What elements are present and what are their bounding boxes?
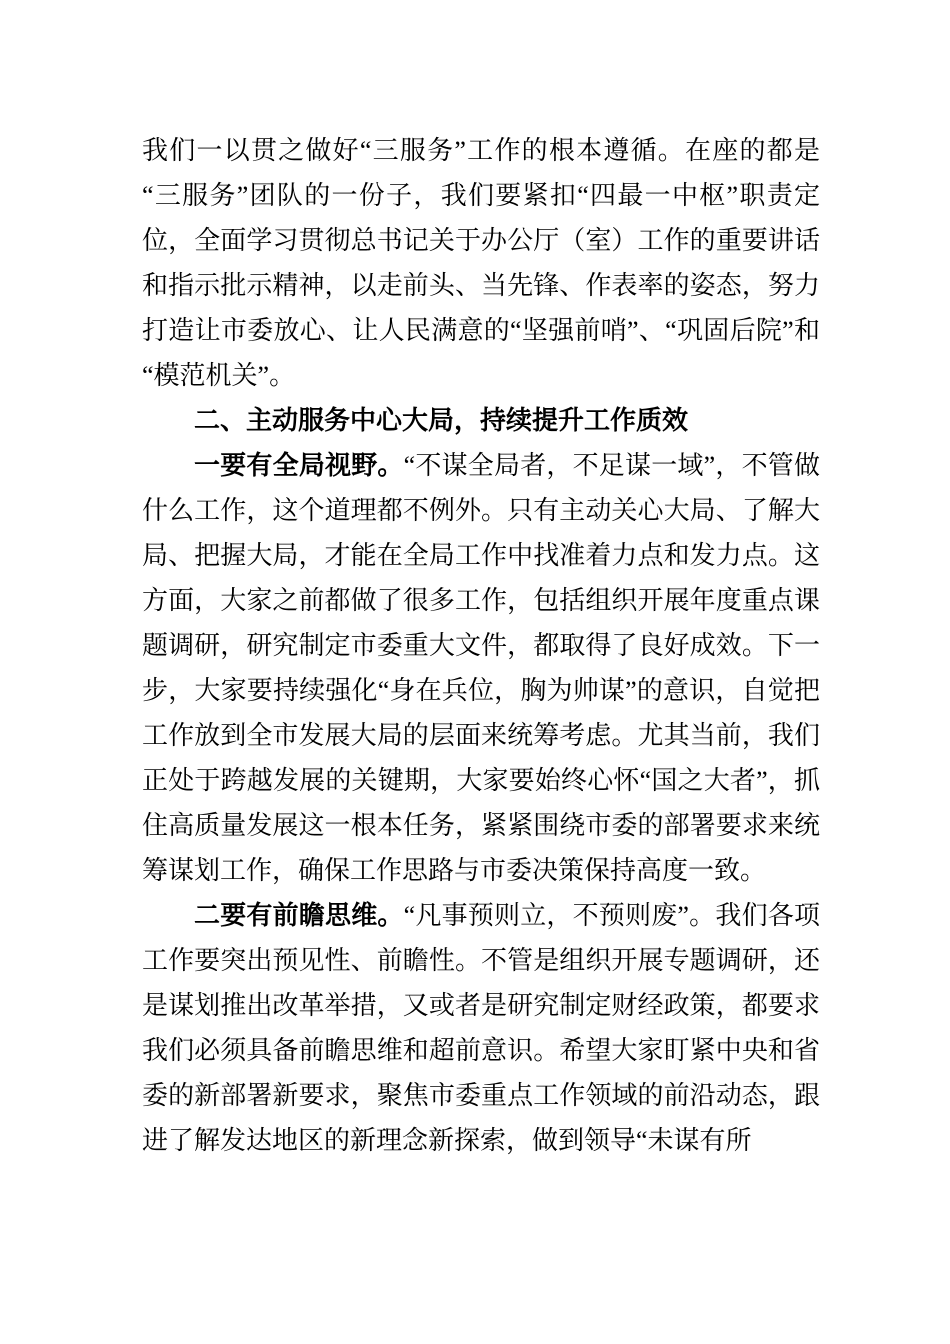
paragraph-lead-bold: 二要有前瞻思维。 — [194, 901, 404, 930]
document-body — [142, 128, 820, 1163]
section-heading-text: 二、主动服务中心大局，持续提升工作质效 — [194, 405, 689, 435]
paragraph-forward-thinking — [142, 893, 820, 1163]
paragraph-lead-bold: 一要有全局视野。 — [194, 451, 404, 480]
paragraph-text: “凡事预则立，不预则废”。我们各项工作要突出预见性、前瞻性。不管是组织开展专题调研，还是谋划推出改革举措，又或者是研究制定财经政策，都要求我们必须具备前瞻思维和超前意识。希望大家盯紧中央和省委的新部署新要求，聚焦市委重点工作领域的前沿动态，跟进了解发达地区的新理念新探索，做到领导“未谋有所 — [142, 901, 820, 1155]
paragraph-continued — [142, 128, 820, 398]
section-heading — [142, 398, 820, 443]
paragraph-global-vision — [142, 443, 820, 893]
paragraph-text: 我们一以贯之做好“三服务”工作的根本遵循。在座的都是“三服务”团队的一份子，我们要紧扣“四最一中枢”职责定位，全面学习贯彻总书记关于办公厅（室）工作的重要讲话和指示批示精神，以走前头、当先锋、作表率的姿态，努力打造让市委放心、让人民满意的“坚强前哨”、“巩固后院”和“模范机关”。 — [142, 136, 820, 390]
paragraph-text: “不谋全局者，不足谋一域”，不管做什么工作，这个道理都不例外。只有主动关心大局、了解大局、把握大局，才能在全局工作中找准着力点和发力点。这方面，大家之前都做了很多工作，包括组织开展年度重点课题调研，研究制定市委重大文件，都取得了良好成效。下一步，大家要持续强化“身在兵位，胸为帅谋”的意识，自觉把工作放到全市发展大局的层面来统筹考虑。尤其当前，我们正处于跨越发展的关键期，大家要始终心怀“国之大者”，抓住高质量发展这一根本任务，紧紧围绕市委的部署要求来统筹谋划工作，确保工作思路与市委决策保持高度一致。 — [142, 451, 820, 885]
